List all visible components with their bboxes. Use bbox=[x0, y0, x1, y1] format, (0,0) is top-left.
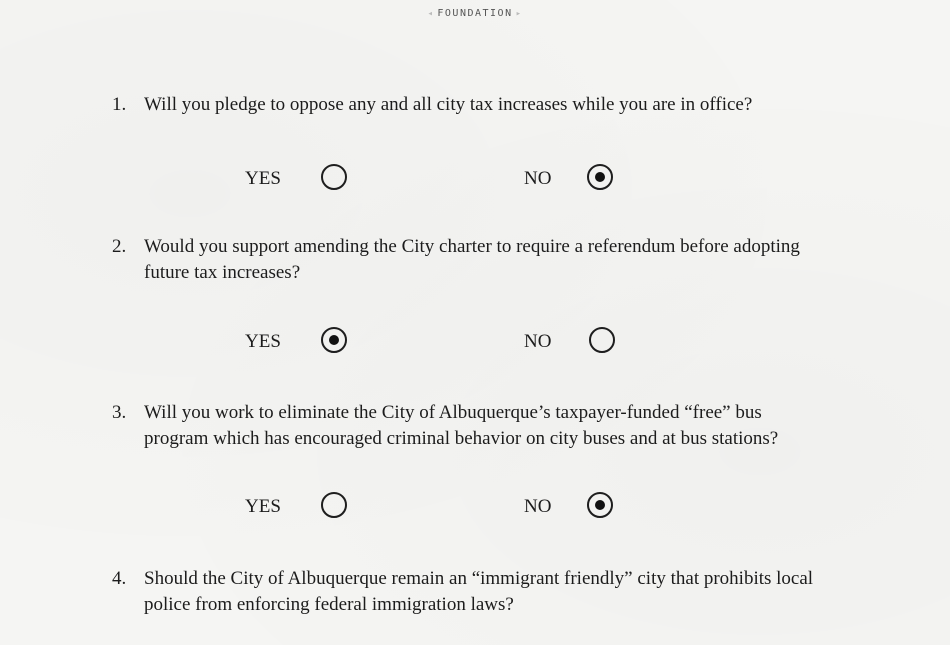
yes-label: YES bbox=[245, 331, 281, 352]
no-label: NO bbox=[524, 168, 552, 189]
radio-dot-icon bbox=[595, 172, 605, 182]
no-label: NO bbox=[524, 496, 552, 517]
question-3 bbox=[112, 400, 902, 452]
question-text: Will you work to eliminate the City of Albuquerque’s taxpayer-funded “free” bus program which has encouraged criminal behavior on city buses and at bus stations? bbox=[144, 402, 779, 449]
q1-yes-radio[interactable] bbox=[321, 164, 347, 190]
answer-row-2 bbox=[0, 325, 950, 359]
q2-no-radio[interactable] bbox=[589, 327, 615, 353]
letterhead-mark bbox=[0, 8, 950, 19]
yes-label: YES bbox=[245, 496, 281, 517]
letterhead-text: FOUNDATION bbox=[437, 8, 513, 19]
question-number: 4. bbox=[112, 568, 127, 589]
q1-no-radio[interactable] bbox=[587, 164, 613, 190]
no-label: NO bbox=[524, 331, 552, 352]
yes-label: YES bbox=[245, 168, 281, 189]
question-text: Should the City of Albuquerque remain an “immigrant friendly” city that prohibits local police from enforcing federal immigration laws? bbox=[144, 568, 814, 615]
radio-dot-icon bbox=[595, 500, 605, 510]
question-4 bbox=[112, 566, 902, 618]
right-ornament-icon: ▸ bbox=[515, 9, 523, 19]
question-number: 2. bbox=[112, 236, 127, 257]
answer-row-3 bbox=[0, 490, 950, 524]
q3-no-radio[interactable] bbox=[587, 492, 613, 518]
question-1 bbox=[112, 92, 902, 118]
answer-row-1 bbox=[0, 162, 950, 196]
question-2 bbox=[112, 234, 902, 286]
q3-yes-radio[interactable] bbox=[321, 492, 347, 518]
question-number: 1. bbox=[112, 94, 127, 115]
q2-yes-radio[interactable] bbox=[321, 327, 347, 353]
radio-dot-icon bbox=[329, 335, 339, 345]
question-text: Would you support amending the City charter to require a referendum before adopting future tax increases? bbox=[144, 236, 800, 283]
question-number: 3. bbox=[112, 402, 127, 423]
left-ornament-icon: ◂ bbox=[427, 9, 435, 19]
question-text: Will you pledge to oppose any and all city tax increases while you are in office? bbox=[144, 94, 753, 115]
